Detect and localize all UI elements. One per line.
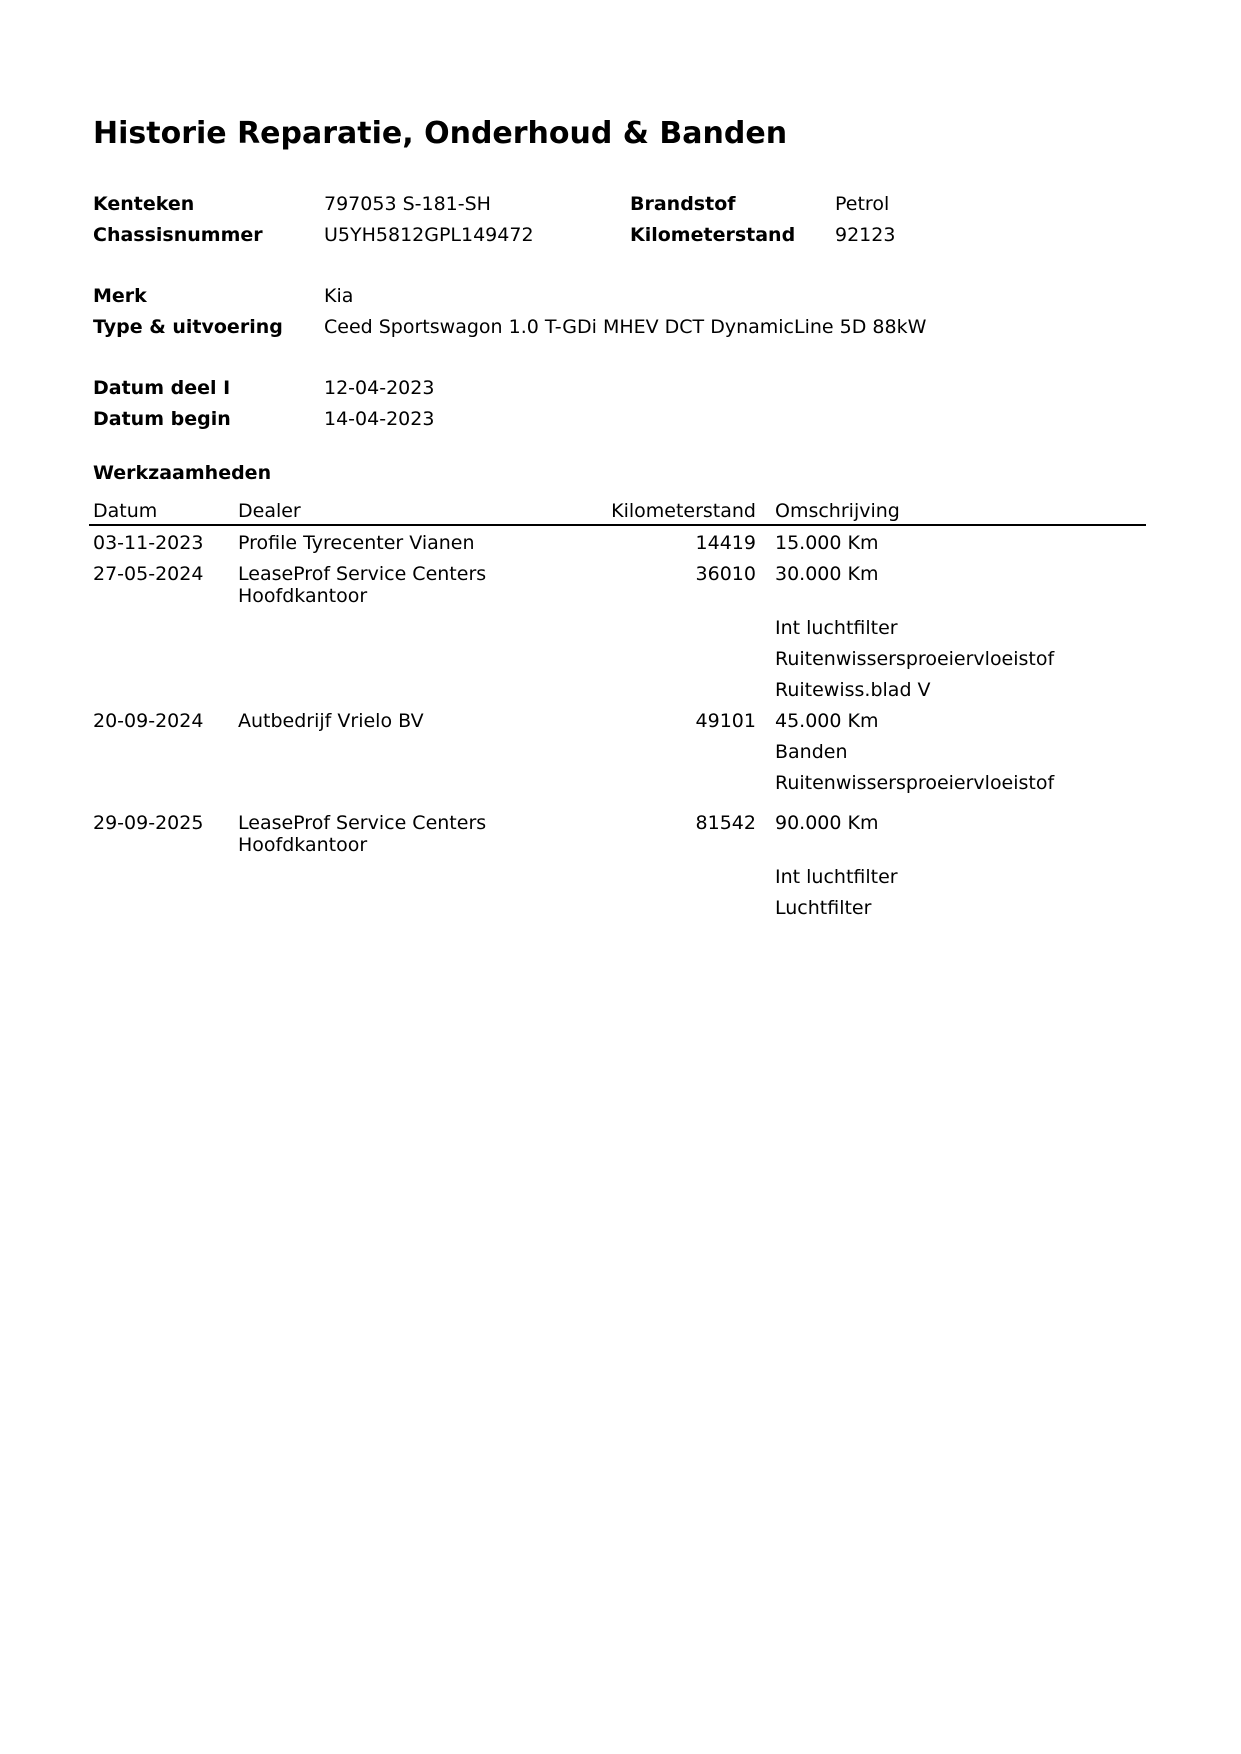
column-header-dealer: Dealer [238,500,301,522]
row-datum: 20-09-2024 [93,710,204,732]
row-omschrijving-item: 45.000 Km [775,710,879,732]
row-dealer-line2: Hoofdkantoor [238,585,368,607]
row-omschrijving-item: Banden [775,741,848,763]
brandstof-value: Petrol [835,193,890,215]
chassisnummer-label: Chassisnummer [93,224,263,246]
row-dealer-line2: Hoofdkantoor [238,834,368,856]
row-dealer: LeaseProf Service Centers [238,812,487,834]
chassisnummer-value: U5YH5812GPL149472 [324,224,534,246]
datum-begin-value: 14-04-2023 [324,408,435,430]
row-omschrijving-item: Ruitewiss.blad V [775,679,931,701]
row-omschrijving-item: Luchtfilter [775,897,872,919]
row-dealer: LeaseProf Service Centers [238,563,487,585]
column-header-omschrijving: Omschrijving [775,500,900,522]
datum-begin-label: Datum begin [93,408,231,430]
row-kilometerstand: 49101 [695,710,756,732]
kilometerstand-value: 92123 [835,224,896,246]
row-omschrijving-item: 15.000 Km [775,532,879,554]
row-omschrijving-item: 30.000 Km [775,563,879,585]
kilometerstand-label: Kilometerstand [630,224,796,246]
header-divider [89,524,1146,526]
row-omschrijving-item: Int luchtfilter [775,617,898,639]
kenteken-label: Kenteken [93,193,195,215]
row-datum: 03-11-2023 [93,532,204,554]
row-omschrijving-item: Ruitenwissersproeiervloeistof [775,648,1055,670]
werkzaamheden-title: Werkzaamheden [93,462,272,484]
column-header-kilometerstand: Kilometerstand [611,500,756,522]
row-datum: 27-05-2024 [93,563,204,585]
type-uitvoering-label: Type & uitvoering [93,316,283,338]
column-header-datum: Datum [93,500,158,522]
row-dealer: Profile Tyrecenter Vianen [238,532,475,554]
kenteken-value: 797053 S-181-SH [324,193,491,215]
row-kilometerstand: 36010 [695,563,756,585]
row-dealer: Autbedrijf Vrielo BV [238,710,424,732]
row-kilometerstand: 81542 [695,812,756,834]
page-title: Historie Reparatie, Onderhoud & Banden [93,116,788,151]
row-datum: 29-09-2025 [93,812,204,834]
row-omschrijving-item: Ruitenwissersproeiervloeistof [775,772,1055,794]
merk-value: Kia [324,285,354,307]
datum-deel-label: Datum deel I [93,377,231,399]
row-kilometerstand: 14419 [695,532,756,554]
row-omschrijving-item: 90.000 Km [775,812,879,834]
datum-deel-value: 12-04-2023 [324,377,435,399]
type-uitvoering-value: Ceed Sportswagon 1.0 T-GDi MHEV DCT DynamicLine 5D 88kW [324,316,927,338]
brandstof-label: Brandstof [630,193,736,215]
merk-label: Merk [93,285,147,307]
row-omschrijving-item: Int luchtfilter [775,866,898,888]
